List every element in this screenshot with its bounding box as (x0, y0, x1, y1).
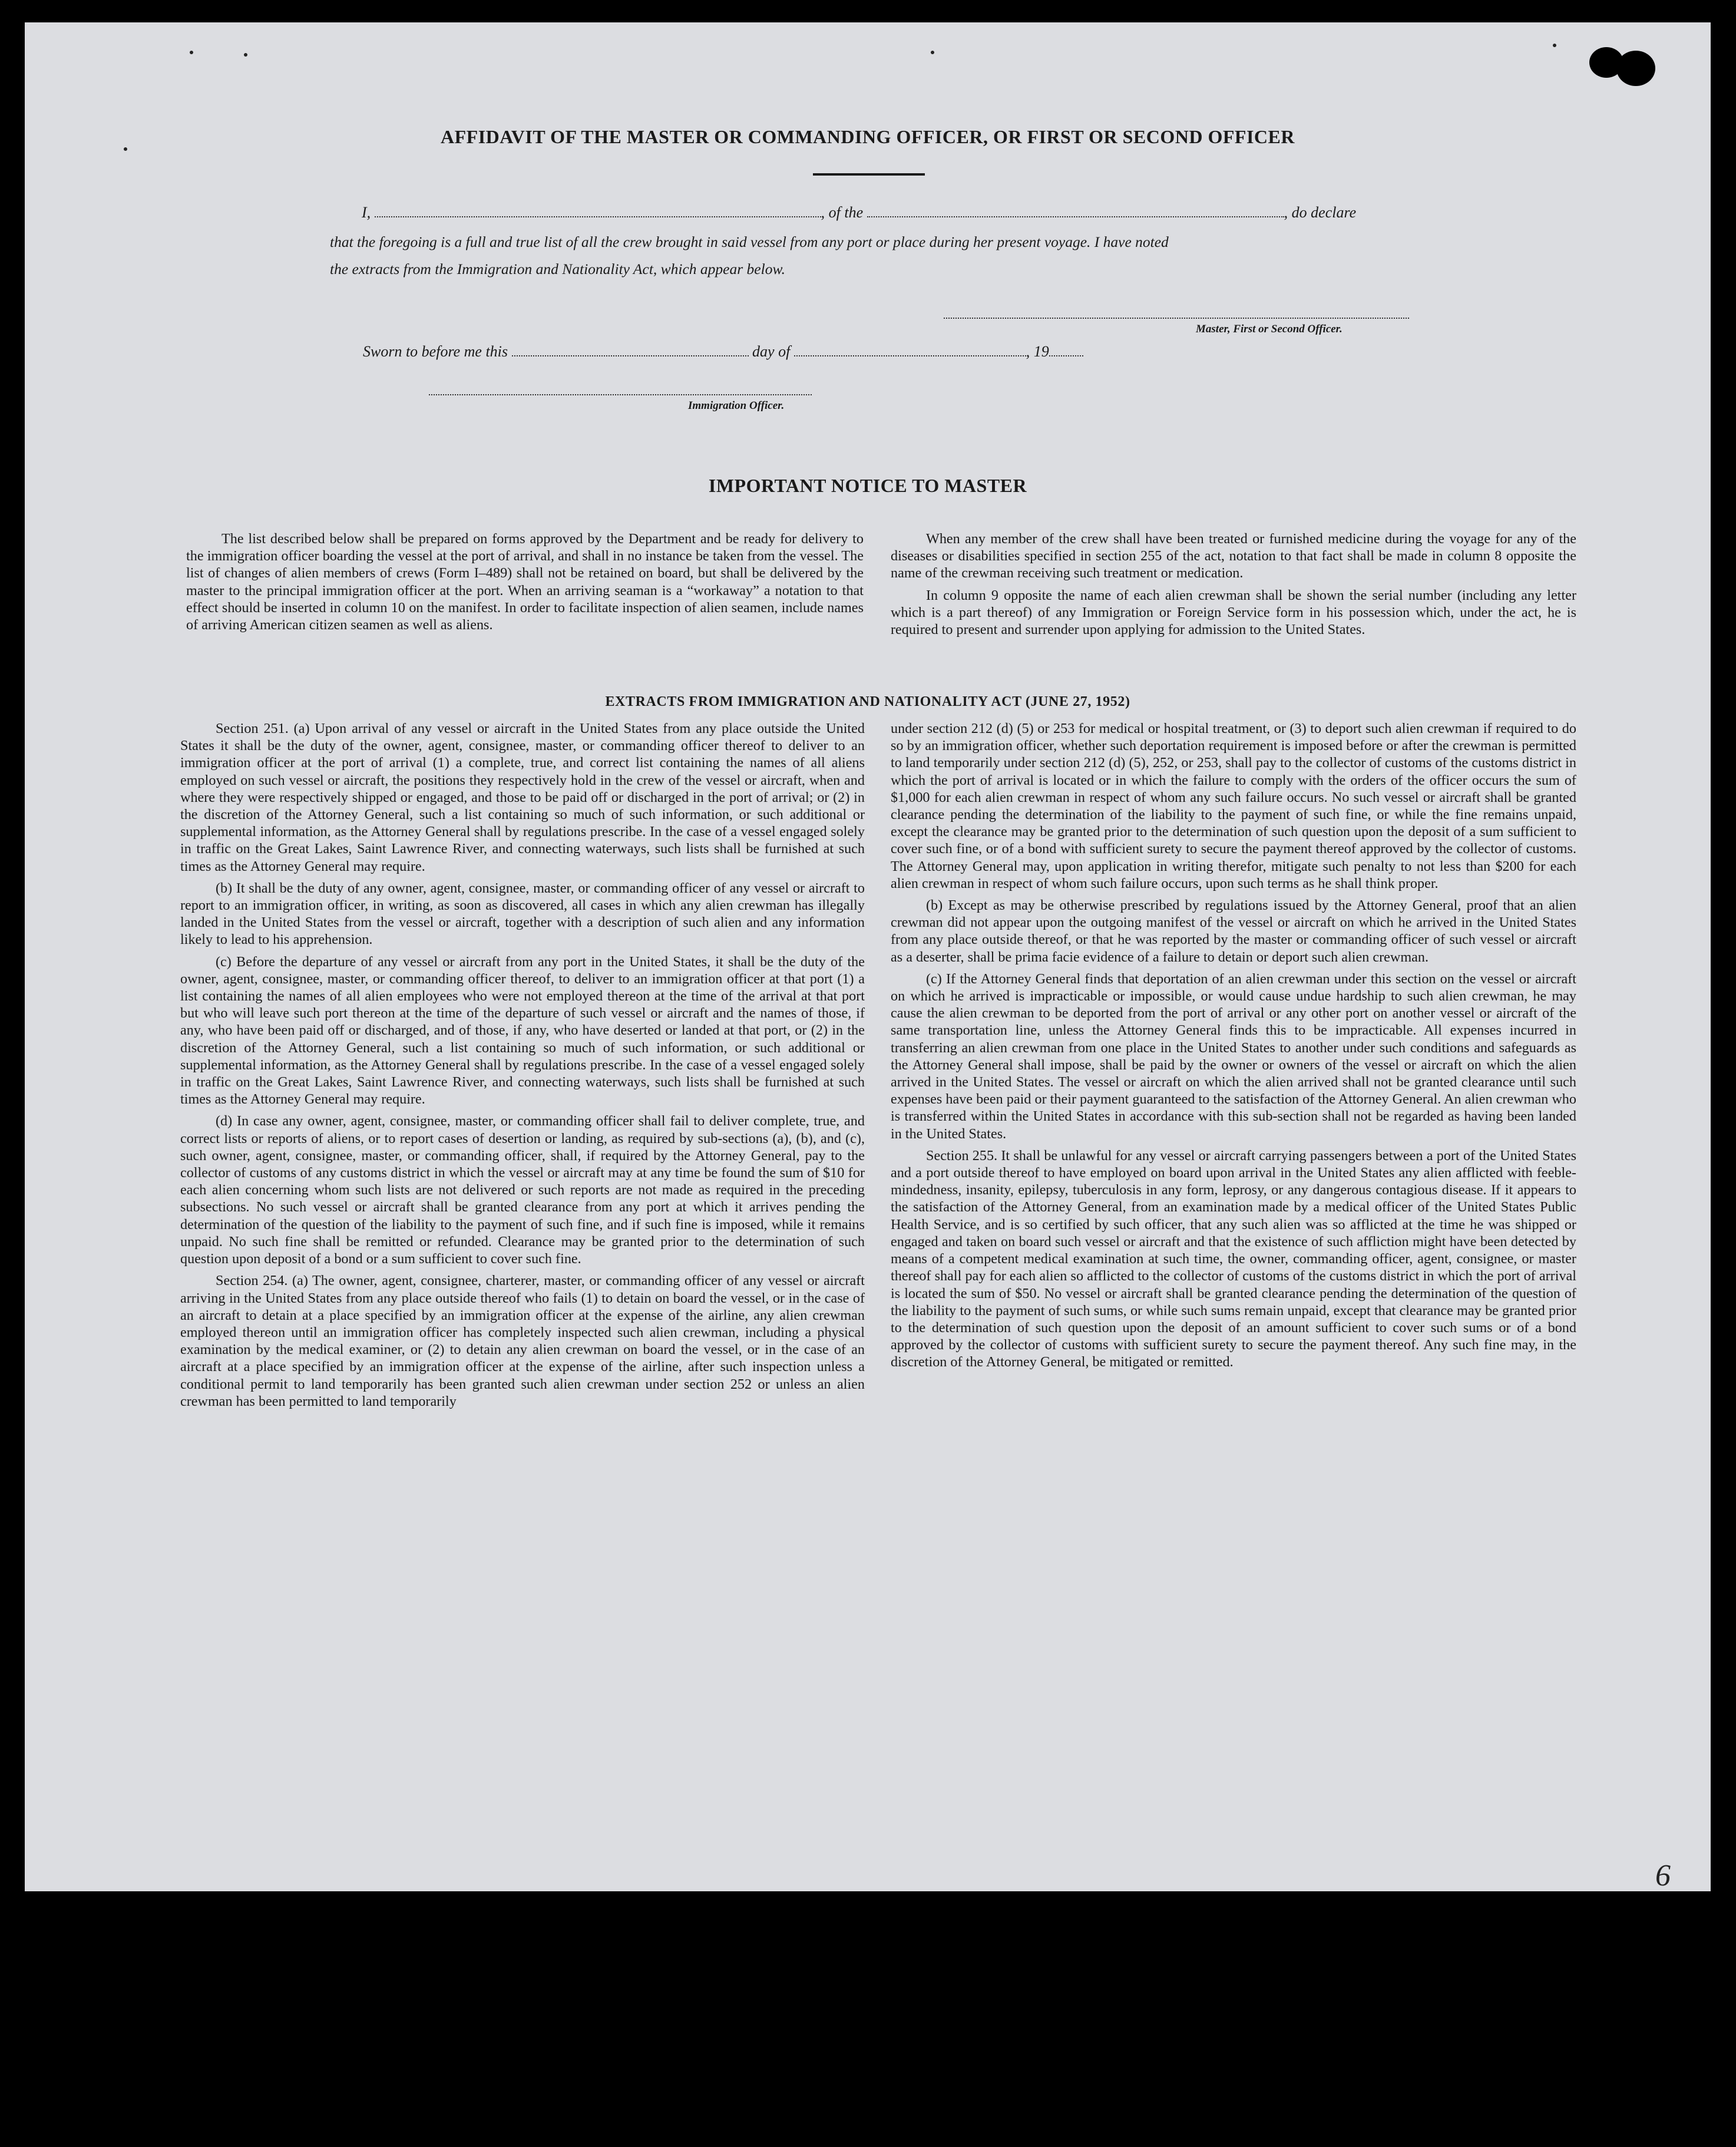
section-254-a: Section 254. (a) The owner, agent, consignee, charterer, master, or commanding officer of any vessel or aircraft arriving in the United States from any place outside thereof who fails (1) to detain on board the vessel, or in the case of an aircraft to detain at a place specified by an immigration officer at the expense of the airline, any alien crewman employed thereon until an immigration officer has completely inspected such alien crewman, including a physical examination by the medical examiner, or (2) to detain any alien crewman on board the vessel, or in the case of an aircraft at a place specified by an immigration officer at the expense of the airline, after such inspection unless a conditional permit to land temporarily has been granted such alien crewman under section 252 or unless an alien crewman has been permitted to land temporarily (180, 1273, 865, 1409)
dust-speck (190, 51, 193, 54)
officer-caption: Immigration Officer. (688, 399, 785, 412)
i-label: I, (362, 204, 371, 221)
dust-speck (244, 53, 247, 57)
day-of-label: day of (752, 343, 791, 360)
notice-right-paragraph-2: In column 9 opposite the name of each alien crewman shall be shown the serial number (including any letter which is a part thereof) of any Immigration or Foreign Service form in his possession which, under the act, he is required to present and surrender upon applying for admission to the United States. (891, 587, 1576, 638)
notice-left-paragraph: The list described below shall be prepared on forms approved by the Department and be ready for delivery to the immigration officer boarding the vessel at the port of arrival, and shall in no instance be taken from the vessel. The list of changes of alien members of crews (Form I–489) shall not be retained on board, but shall be delivered by the master to the principal immigration officer at the port. When an arriving seaman is a “workaway” a notation to that effect should be inserted in column 10 on the manifest. In order to facilitate inspection of alien seamen, include names of arriving American citizen seamen as well as aliens. (186, 531, 864, 633)
sworn-month-field[interactable] (794, 355, 1026, 356)
document-sheet (25, 22, 1711, 1891)
dust-speck (1553, 44, 1556, 47)
sworn-line (363, 343, 1083, 361)
vessel-field[interactable] (867, 216, 1284, 217)
section-254-c: (c) If the Attorney General finds that deportation of an alien crewman under this section on the vessel or aircraft on which he arrived is impracticable or impossible, or would cause undue hardship to such alien crewman, he may cause the alien crewman to be deported from the port of arrival or any other port on another vessel or aircraft of the same transportation line, unless the Attorney General finds this to be impracticable. All expenses incurred in transferring an alien crewman from one place in the United States to another under such conditions and safeguards as the Attorney General shall impose, shall be paid by the owner or owners of the vessel or aircraft on which the alien arrived in the United States. The vessel or aircraft on which the alien arrived shall not be granted clearance until such expenses have been paid or their payment guaranteed to the satisfaction of the Attorney General. An alien crewman who is transferred within the United States in accordance with this sub-section shall not be regarded as having been landed in the United States. (891, 970, 1576, 1142)
sworn-year-field[interactable] (1049, 355, 1083, 356)
section-251-c: (c) Before the departure of any vessel or aircraft from any port in the United States, it shall be the duty of the owner, agent, consignee, master, or commanding officer thereof, to deliver to an immigration officer at that port (1) a list containing the names of all alien employees who were not employed thereon at the time of the arrival at that port but who will leave such port thereon at the time of the departure of such vessel or aircraft and the names of those, if any, who have been paid off or discharged, and of those, if any, who have deserted or landed at that port, or (2) in the discretion of the Attorney General, such a list containing so much of such information, or such additional or supplemental information, as the Attorney General shall by regulations prescribe. In the case of a vessel engaged solely in traffic on the Great Lakes, Saint Lawrence River, and connecting waterways, such lists shall be furnished at such times as the Attorney General may require. (180, 953, 865, 1108)
sworn-label: Sworn to before me this (363, 343, 508, 360)
name-field[interactable] (375, 216, 821, 217)
declaration-text-2: the extracts from the Immigration and Nationality Act, which appear below. (330, 260, 785, 278)
do-declare-label: , do declare (1284, 204, 1357, 221)
year-label: , 19 (1026, 343, 1049, 360)
notice-left-column (186, 530, 864, 638)
extracts-title: EXTRACTS FROM IMMIGRATION AND NATIONALITY ACT (JUNE 27, 1952) (605, 694, 1130, 709)
section-254-b: (b) Except as may be otherwise prescribed by regulations issued by the Attorney General, proof that an alien crewman did not appear upon the outgoing manifest of the vessel or aircraft on which he arrived in the United States from any place outside thereof, or that he was reported by the master or commanding officer of such vessel or aircraft as a deserter, shall be prima facie evidence of a failure to detain or deport such alien crewman. (891, 897, 1576, 965)
ink-blot-mark (1616, 51, 1655, 86)
extracts-left-column (180, 720, 865, 1415)
section-251-b: (b) It shall be the duty of any owner, agent, consignee, master, or commanding officer of any vessel or aircraft to report to an immigration officer, in writing, as soon as discovered, all cases in which any alien crewman has illegally landed in the United States from the vessel or aircraft, together with a description of such alien and any information likely to lead to his apprehension. (180, 880, 865, 948)
master-signature-field[interactable] (944, 317, 1409, 319)
section-251-a: Section 251. (a) Upon arrival of any vessel or aircraft in the United States from any place outside the United States it shall be the duty of the owner, agent, consignee, master, or commanding officer thereof to deliver to an immigration officer at the port of arrival (1) a complete, true, and correct list containing the names of all aliens employed on such vessel or aircraft, the positions they respectively hold in the crew of the vessel or aircraft, when and where they were respectively shipped or engaged, and those to be paid off or discharged in the port of arrival; or (2) in the discretion of the Attorney General, such a list containing so much of such information, or such additional or supplemental information, as the Attorney General shall by regulations prescribe. In the case of a vessel engaged solely in traffic on the Great Lakes, Saint Lawrence River, and connecting waterways, such lists shall be furnished at such times as the Attorney General may require. (180, 721, 865, 874)
notice-right-paragraph-1: When any member of the crew shall have been treated or furnished medicine during the voyage for any of the diseases or disabilities specified in section 255 of the act, notation to that fact shall be made in column 8 opposite the name of the crewman receiving such treatment or medication. (891, 531, 1576, 582)
of-the-label: , of the (821, 204, 864, 221)
handwritten-page-number: 6 (1655, 1859, 1671, 1892)
section-254-a-continued: under section 212 (d) (5) or 253 for medical or hospital treatment, or (3) to deport such alien crewman if required to do so by an immigration officer, whether such deportation requirement is imposed before or after the crewman is permitted to land temporarily under section 212 (d) (5), 252, or 253, shall pay to the collector of customs of the customs district in which the port of arrival is located or in which the failure to comply with the orders of the officer occurs the sum of $1,000 for each alien crewman in respect of whom any such failure occurs. No such vessel or aircraft shall be granted clearance pending the determination of the liability to the payment of such fine, or while the fine remains unpaid, except the clearance may be granted prior to the determination of such question upon the deposit of a sum sufficient to cover such fine, or of a bond with sufficient surety to secure the payment thereof approved by the collector of customs. The Attorney General may, upon application in writing therefor, mitigate such penalty to not less than $200 for each alien crewman in respect of whom such failure occurs, upon such terms as he shall think proper. (891, 721, 1576, 891)
section-255: Section 255. It shall be unlawful for any vessel or aircraft carrying passengers between a port of the United States and a port outside thereof to have employed on board upon arrival in the United States any alien afflicted with feeble-mindedness, insanity, epilepsy, tuberculosis in any form, leprosy, or any dangerous contagious disease. If it appears to the satisfaction of the Attorney General, from an examination made by a medical officer of the United States Public Health Service, and is so certified by such officer, that any such alien was so afflicted at the time he was shipped or engaged and taken on board such vessel or aircraft and that the existence of such affliction might have been detected by means of a competent medical examination at such time, the owner, commanding officer, agent, consignee, or master thereof shall pay for each alien so afflicted to the collector of customs of the customs district in which the port of arrival is located the sum of $50. No vessel or aircraft shall be granted clearance pending the determination of the question of the liability to the payment of such sums, or while such sums remain unpaid, except that clearance may be granted prior to the determination of such question upon the deposit of an amount sufficient to cover such sums or of a bond approved by the collector of customs with sufficient surety to secure the payment thereof. Any such fine may, in the discretion of the Attorney General, be mitigated or remitted. (891, 1147, 1576, 1370)
extracts-right-column (891, 720, 1576, 1376)
sworn-day-field[interactable] (512, 355, 749, 356)
affidavit-title: AFFIDAVIT OF THE MASTER OR COMMANDING OFFICER, OR FIRST OR SECOND OFFICER (441, 126, 1295, 147)
master-caption: Master, First or Second Officer. (1196, 323, 1342, 335)
officer-signature-field[interactable] (429, 394, 812, 395)
title-rule (813, 173, 925, 176)
declaration-text-1: that the foregoing is a full and true list of all the crew brought in said vessel from any port or place during her present voyage. I have noted (330, 233, 1169, 250)
notice-right-column (891, 530, 1576, 643)
section-251-d: (d) In case any owner, agent, consignee, master, or commanding officer shall fail to deliver complete, true, and correct lists or reports of aliens, or to report cases of desertion or landing, as required by sub-sections (a), (b), and (c), such owner, agent, consignee, master, or commanding officer, shall, if required by the Attorney General, pay to the collector of customs of any customs district in which the vessel or aircraft may at any time be found the sum of $10 for each alien concerning whom such lists are not delivered or such reports are not made as required in the preceding subsections. No such vessel or aircraft shall be granted clearance from any port at which it arrives pending the determination of the question of the liability to the payment of such fine, and if such fine is imposed, while it remains unpaid. No such fine shall be remitted or refunded. Clearance may be granted prior to the determination of such question upon deposit of a bond or a sum sufficient to cover such fine. (180, 1113, 865, 1267)
dust-speck (931, 51, 934, 54)
declarant-line (362, 204, 1356, 222)
notice-title: IMPORTANT NOTICE TO MASTER (708, 475, 1027, 496)
